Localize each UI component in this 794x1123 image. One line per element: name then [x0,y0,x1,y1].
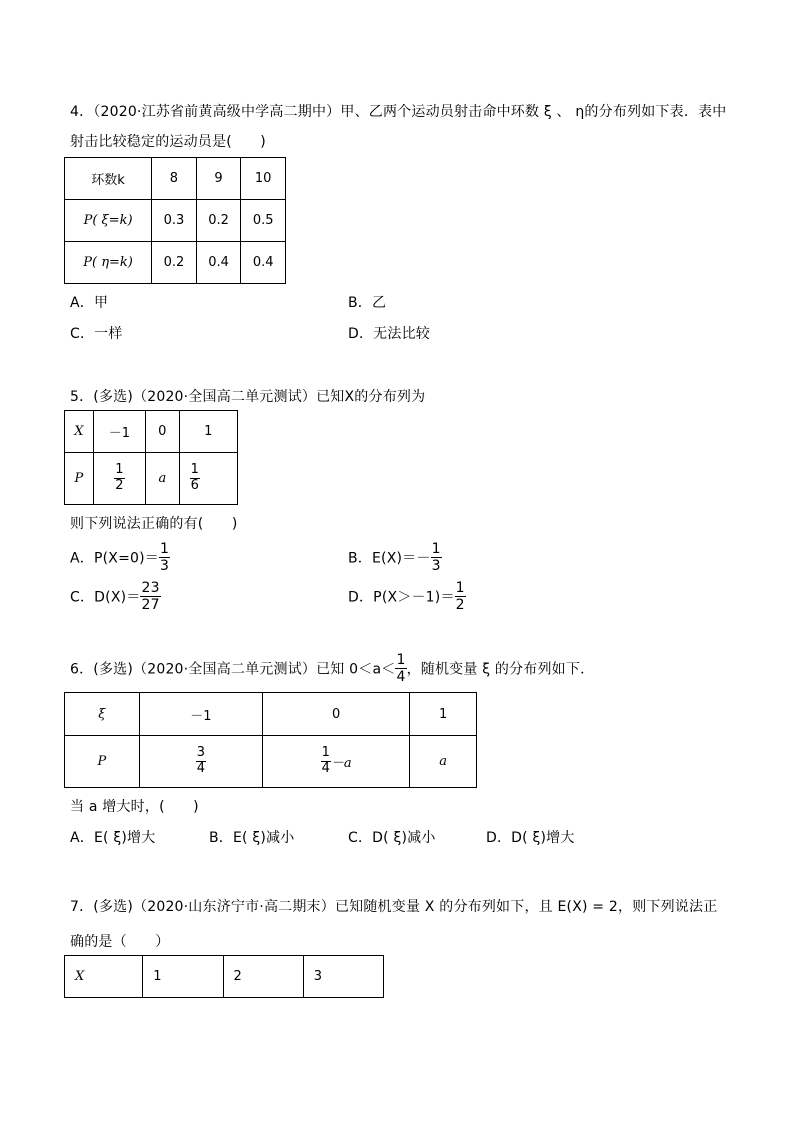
denominator: 4 [196,761,205,776]
option-text: D．P(X＞－1)＝ [348,589,455,606]
q4-cell: 0.4 [241,242,286,284]
q5-cell: 1 [179,411,237,453]
q6-stem [70,652,594,685]
fraction [455,580,466,613]
stem-text: ，随机变量 ξ 的分布列如下． [406,661,595,678]
option-text: A．P(X=0)＝ [70,550,159,567]
q6-option-a[interactable]: A．E( ξ)增大 [70,830,156,846]
q5-cell: 0 [146,411,180,453]
fraction [190,463,200,494]
q5-fraction-cell [179,453,237,505]
q6-fraction-cell [139,736,262,788]
q4-cell: 0.3 [152,200,197,242]
q5-prompt: 则下列说法正确的有( ) [70,516,238,532]
q6-option-d[interactable]: D．D( ξ)增大 [486,830,575,846]
q6-option-c[interactable]: C．D( ξ)减小 [348,830,436,846]
denominator: 4 [321,761,330,776]
q6-cell: 1 [410,693,477,736]
fraction [159,541,170,574]
q4-option-d[interactable]: D．无法比较 [348,326,430,342]
q4-row-label: P( η=k) [65,242,152,284]
numerator: 1 [321,745,330,761]
q7-table [64,955,384,998]
q5-option-a[interactable] [70,541,170,574]
stem-text: 6．(多选)（2020·全国高二单元测试）已知 0＜a＜ [70,661,396,678]
denominator: 3 [431,558,441,575]
q6-prompt: 当 a 增大时，( ) [70,799,199,815]
q4-cell: 0.2 [196,200,241,242]
q4-cell: 0.2 [152,242,197,284]
q6-row-label: ξ [65,693,140,736]
q4-row-label: P( ξ=k) [65,200,152,242]
q4-option-c[interactable]: C．一样 [70,326,123,342]
q6-cell: 0 [263,693,410,736]
numerator: 1 [455,580,465,596]
numerator: 1 [159,541,170,557]
q5-stem: 5．(多选)（2020·全国高二单元测试）已知X的分布列为 [70,389,426,405]
q6-option-b[interactable]: B．E( ξ)减小 [209,830,295,846]
denominator: 6 [190,478,199,493]
fraction [431,541,442,574]
numerator: 23 [141,580,160,596]
q4-option-a[interactable]: A．甲 [70,295,109,311]
q4-header-cell: 9 [196,158,241,200]
fraction [140,580,160,613]
q7-stem-line1: 7．(多选)（2020·山东济宁市·高二期末）已知随机变量 X 的分布列如下，且 E(X) = 2，则下列说法正 [70,899,718,915]
q5-cell: －1 [93,411,145,453]
option-text: C．D(X)＝ [70,589,141,606]
q6-row-label: P [65,736,140,788]
denominator: 27 [141,597,160,614]
q5-cell: a [146,453,180,505]
q4-header-cell: 环数k [65,158,152,200]
q6-table [64,692,477,788]
q4-cell: 0.5 [241,200,286,242]
option-text: B．E(X)＝－ [348,550,431,567]
numerator: 1 [115,462,124,478]
q5-option-c[interactable] [70,580,161,613]
q5-row-label: X [65,411,94,453]
q4-header-cell: 8 [152,158,197,200]
q7-cell: 1 [143,956,223,998]
q7-row-label: X [65,956,143,998]
q5-option-d[interactable] [348,580,466,613]
denominator: 3 [159,558,170,575]
fraction [114,463,124,494]
q4-cell: 0.4 [196,242,241,284]
numerator: 1 [190,462,199,478]
numerator: 1 [431,541,441,557]
fraction [196,746,206,777]
q6-cell: －1 [139,693,262,736]
numerator: 3 [196,745,205,761]
fraction [395,652,406,685]
q5-row-label: P [65,453,94,505]
numerator: 1 [396,652,406,668]
q7-cell: 3 [303,956,383,998]
q6-fraction-cell [263,736,410,788]
q4-stem-line2: 射击比较稳定的运动员是( ) [70,134,266,150]
denominator: 2 [115,478,124,493]
q4-header-cell: 10 [241,158,286,200]
q7-stem-line2: 确的是（ ） [70,934,170,950]
q4-stem-line1: 4．（2020·江苏省前黄高级中学高二期中）甲、乙两个运动员射击命中环数 ξ 、 η的分布列如下表．表中 [70,104,727,120]
q7-cell: 2 [223,956,303,998]
fraction [321,746,331,777]
denominator: 2 [455,597,465,614]
q5-table [64,410,238,505]
q4-table [64,157,286,284]
q6-cell: a [410,736,477,788]
cell-text: －a [330,756,352,771]
denominator: 4 [396,669,406,686]
q4-option-b[interactable]: B．乙 [348,295,387,311]
q5-fraction-cell [93,453,145,505]
q5-option-b[interactable] [348,541,442,574]
